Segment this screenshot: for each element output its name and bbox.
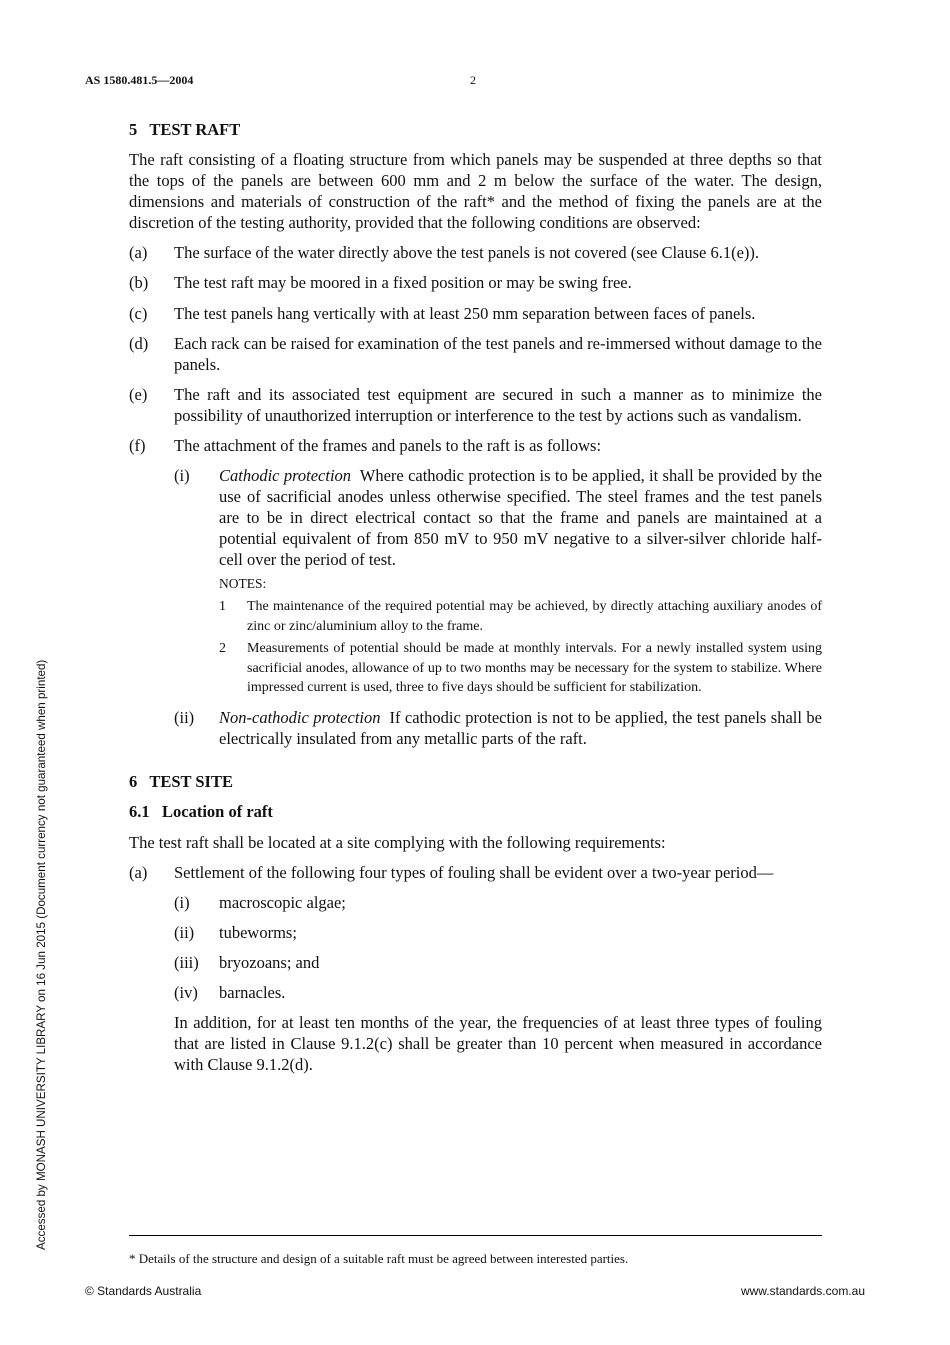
- sub-item-cathodic: (i) Cathodic protection Where cathodic protection is to be applied, it shall be provided by the use of sacrificial anodes unless otherwise specified. The steel frames and the test panels are to be in direct electrical contact so that the frame and panels are maintained at a potential equivalent of from 850 mV to 950 mV negative to a silver-silver chloride half-cell over the period of test. NOTES: 1 The maintenance of the required potential may be achieved, by directly attaching auxiliary anodes of zinc or zinc/aluminium alloy to the frame. 2 Measurements of potential should be made at monthly intervals. For a newly installed system using sacrificial anodes, allowance of up to two months may be necessary for the system to stabilize. Where impressed current is used, three to five days should be sufficient for stabilization.: [174, 465, 822, 698]
- section-5-heading: 5 TEST RAFT: [129, 120, 241, 139]
- list-item: (a) The surface of the water directly above the test panels is not covered (see Clause 6.1(e)).: [129, 243, 760, 262]
- section-5-intro: The raft consisting of a floating structure from which panels may be suspended at three depths so that the tops of the panels are between 600 mm and 2 m below the surface of the water. The design, dimensions and materials of construction of the raft* and the method of fixing the panels are at the discretion of the testing authority, provided that the following conditions are observed:: [129, 150, 822, 232]
- notes-heading: NOTES:: [219, 576, 267, 591]
- list-item: (a) Settlement of the following four types of fouling shall be evident over a two-year period—: [129, 862, 774, 882]
- fouling-item: (iv) barnacles.: [174, 982, 286, 1002]
- fouling-addition: In addition, for at least ten months of the year, the frequencies of at least three types of fouling that are listed in Clause 9.1.2(c) shall be greater than 10 percent when measured in accordance with Clause 9.1.2(d).: [174, 1012, 822, 1074]
- footer-website: www.standards.com.au: [740, 1284, 865, 1298]
- list-item: (d) Each rack can be raised for examination of the test panels and re-immersed without damage to the panels.: [129, 334, 822, 374]
- fouling-item: (iii) bryozoans; and: [174, 952, 320, 972]
- note-item: 1 The maintenance of the required potential may be achieved, by directly attaching auxiliary anodes of zinc or zinc/aluminium alloy to the frame.: [219, 599, 822, 634]
- page-body: [129, 119, 822, 1075]
- list-item: (c) The test panels hang vertically with at least 250 mm separation between faces of panels.: [129, 304, 756, 323]
- footer-copyright: © Standards Australia: [85, 1284, 202, 1298]
- cathodic-title: Cathodic protection: [219, 466, 352, 485]
- footnote: * Details of the structure and design of a suitable raft must be agreed between interested parties.: [129, 1251, 629, 1266]
- page-number: 2: [470, 73, 476, 87]
- footnote-divider: [129, 1235, 822, 1236]
- note-item: 2 Measurements of potential should be made at monthly intervals. For a newly installed system using sacrificial anodes, allowance of up to two months may be necessary for the system to stabilize. Where impressed current is used, three to five days should be sufficient for stabilization.: [219, 641, 822, 695]
- sub-item-non-cathodic: (ii) Non-cathodic protection If cathodic protection is not to be applied, the test panels shall be electrically insulated from any metallic parts of the raft.: [174, 707, 823, 748]
- list-item: (b) The test raft may be moored in a fixed position or may be swing free.: [129, 273, 632, 292]
- section-6-1-intro: The test raft shall be located at a site complying with the following requirements:: [129, 832, 666, 852]
- list-item: (f) The attachment of the frames and panels to the raft is as follows:: [129, 436, 602, 455]
- cathodic-text: Where cathodic protection is to be applied, it shall be provided by the use of sacrificial anodes unless otherwise specified. The steel frames and the test panels are to be in direct electrical contact so that the frame and panels are maintained at a potential equivalent of from 850 mV to 950 mV negative to a silver-silver chloride half-cell over the period of test.: [219, 466, 822, 569]
- access-watermark: Accessed by MONASH UNIVERSITY LIBRARY on 16 Jun 2015 (Document currency not guaranteed when printed): [35, 659, 48, 1250]
- fouling-item: (i) macroscopic algae;: [174, 892, 346, 912]
- section-6-1-heading: 6.1 Location of raft: [129, 801, 273, 821]
- non-cathodic-title: Non-cathodic protection: [219, 707, 381, 727]
- fouling-item: (ii) tubeworms;: [174, 922, 297, 942]
- section-6-heading: 6 TEST SITE: [129, 771, 233, 791]
- document-id: AS 1580.481.5—2004: [85, 73, 194, 87]
- non-cathodic-text: If cathodic protection is not to be applied, the test panels shall be electrically insulated from any metallic parts of the raft.: [219, 707, 823, 748]
- list-item: (e) The raft and its associated test equipment are secured in such a manner as to minimize the possibility of unauthorized interruption or interference to the test by actions such as vandalism.: [129, 385, 822, 425]
